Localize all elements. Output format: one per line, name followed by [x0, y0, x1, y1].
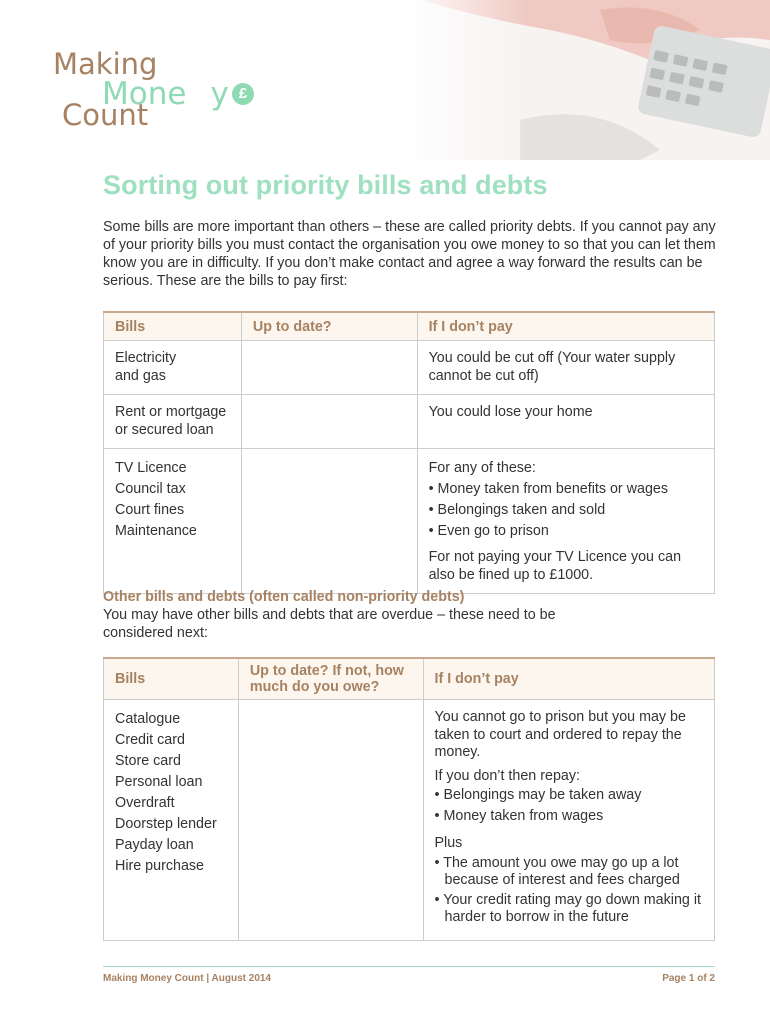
page-title: Sorting out priority bills and debts — [103, 170, 548, 200]
non-priority-debts-table — [103, 657, 715, 941]
bill-name: Rent or mortgage — [115, 404, 227, 420]
consequence-text: You cannot go to prison but you may be taken to court and ordered to repay the money. — [434, 709, 686, 760]
consequence-item: • Money taken from wages — [434, 808, 604, 824]
table-row — [104, 449, 715, 594]
consequence-cell — [417, 341, 714, 395]
bills-cell — [104, 395, 242, 449]
intro-paragraph: Some bills are more important than others – these are called priority debts. If you cannot pay any of your priority bills you must contact the organisation you owe money to so that you can let them know you are in difficulty. If you don’t make contact and agree a way forward the results can be serious. These are the bills to pay first: — [103, 219, 716, 289]
non-priority-intro: You may have other bills and debts that are overdue – these need to be considered next: — [103, 607, 556, 641]
footer-page-number: Page 1 of 2 — [662, 973, 715, 984]
bill-name: Credit card — [115, 732, 185, 748]
consequence-text: If you don’t then repay: — [434, 767, 580, 784]
consequence-text: Plus — [434, 835, 463, 851]
amount-owed-cell[interactable] — [238, 700, 423, 941]
bill-name: or secured loan — [115, 421, 214, 438]
consequence-cell — [417, 395, 714, 449]
non-priority-heading: Other bills and debts (often called non-priority debts) — [103, 589, 465, 605]
header-if-i-dont-pay: If I don’t pay — [423, 658, 714, 700]
bill-name: Overdraft — [115, 795, 175, 811]
header-if-i-dont-pay: If I don’t pay — [417, 312, 714, 341]
table-row — [104, 341, 715, 395]
up-to-date-cell[interactable] — [241, 449, 417, 594]
consequence-intro: For any of these: — [428, 460, 536, 476]
up-to-date-cell[interactable] — [241, 395, 417, 449]
bills-cell — [104, 700, 239, 941]
bill-name: Catalogue — [115, 711, 181, 727]
header-bills: Bills — [104, 312, 242, 341]
bill-name: Store card — [115, 753, 181, 769]
consequence-item: • Your credit rating may go down making it harder to borrow in the future — [434, 891, 701, 925]
bill-name: TV Licence — [115, 460, 187, 476]
logo-line-count: Count — [62, 98, 149, 132]
bill-name: and gas — [115, 367, 166, 384]
footer-publication: Making Money Count | August 2014 — [103, 973, 271, 984]
logo-line-money: Mone y — [102, 76, 229, 112]
consequence-cell — [417, 449, 714, 594]
table-row — [104, 395, 715, 449]
consequence-text: You could be cut off (Your water supply cannot be cut off) — [428, 350, 676, 384]
bill-name: Electricity — [115, 350, 177, 366]
bills-cell — [104, 449, 242, 594]
logo-line-making: Making — [53, 47, 158, 81]
header-up-to-date: Up to date? — [241, 312, 417, 341]
consequence-item: • Even go to prison — [428, 523, 549, 539]
header-bills: Bills — [104, 658, 239, 700]
consequence-item: • The amount you owe may go up a lot because of interest and fees charged — [434, 854, 680, 888]
bills-cell — [104, 341, 242, 395]
header-up-to-date-amount: Up to date? If not, how much do you owe? — [238, 658, 423, 700]
consequence-note: For not paying your TV Licence you can also be fined up to £1000. — [428, 549, 682, 583]
bill-name: Payday loan — [115, 837, 194, 853]
table-header-row — [104, 312, 715, 341]
consequence-cell — [423, 700, 714, 941]
table-header-row — [104, 658, 715, 700]
consequence-item: • Money taken from benefits or wages — [428, 481, 668, 497]
header-photo — [400, 0, 770, 160]
bill-name: Personal loan — [115, 774, 203, 790]
up-to-date-cell[interactable] — [241, 341, 417, 395]
footer-divider — [103, 966, 715, 967]
bill-name: Council tax — [115, 481, 186, 497]
consequence-item: • Belongings taken and sold — [428, 502, 606, 518]
consequence-text: You could lose your home — [428, 404, 593, 420]
table-row — [104, 700, 715, 941]
making-money-count-logo — [53, 47, 253, 140]
bill-name: Hire purchase — [115, 858, 204, 874]
bill-name: Doorstep lender — [115, 816, 217, 832]
pound-coin-icon: £ — [232, 83, 254, 105]
bill-name: Court fines — [115, 502, 185, 518]
consequence-item: • Belongings may be taken away — [434, 787, 642, 803]
priority-debts-table — [103, 311, 715, 594]
bill-name: Maintenance — [115, 523, 197, 539]
